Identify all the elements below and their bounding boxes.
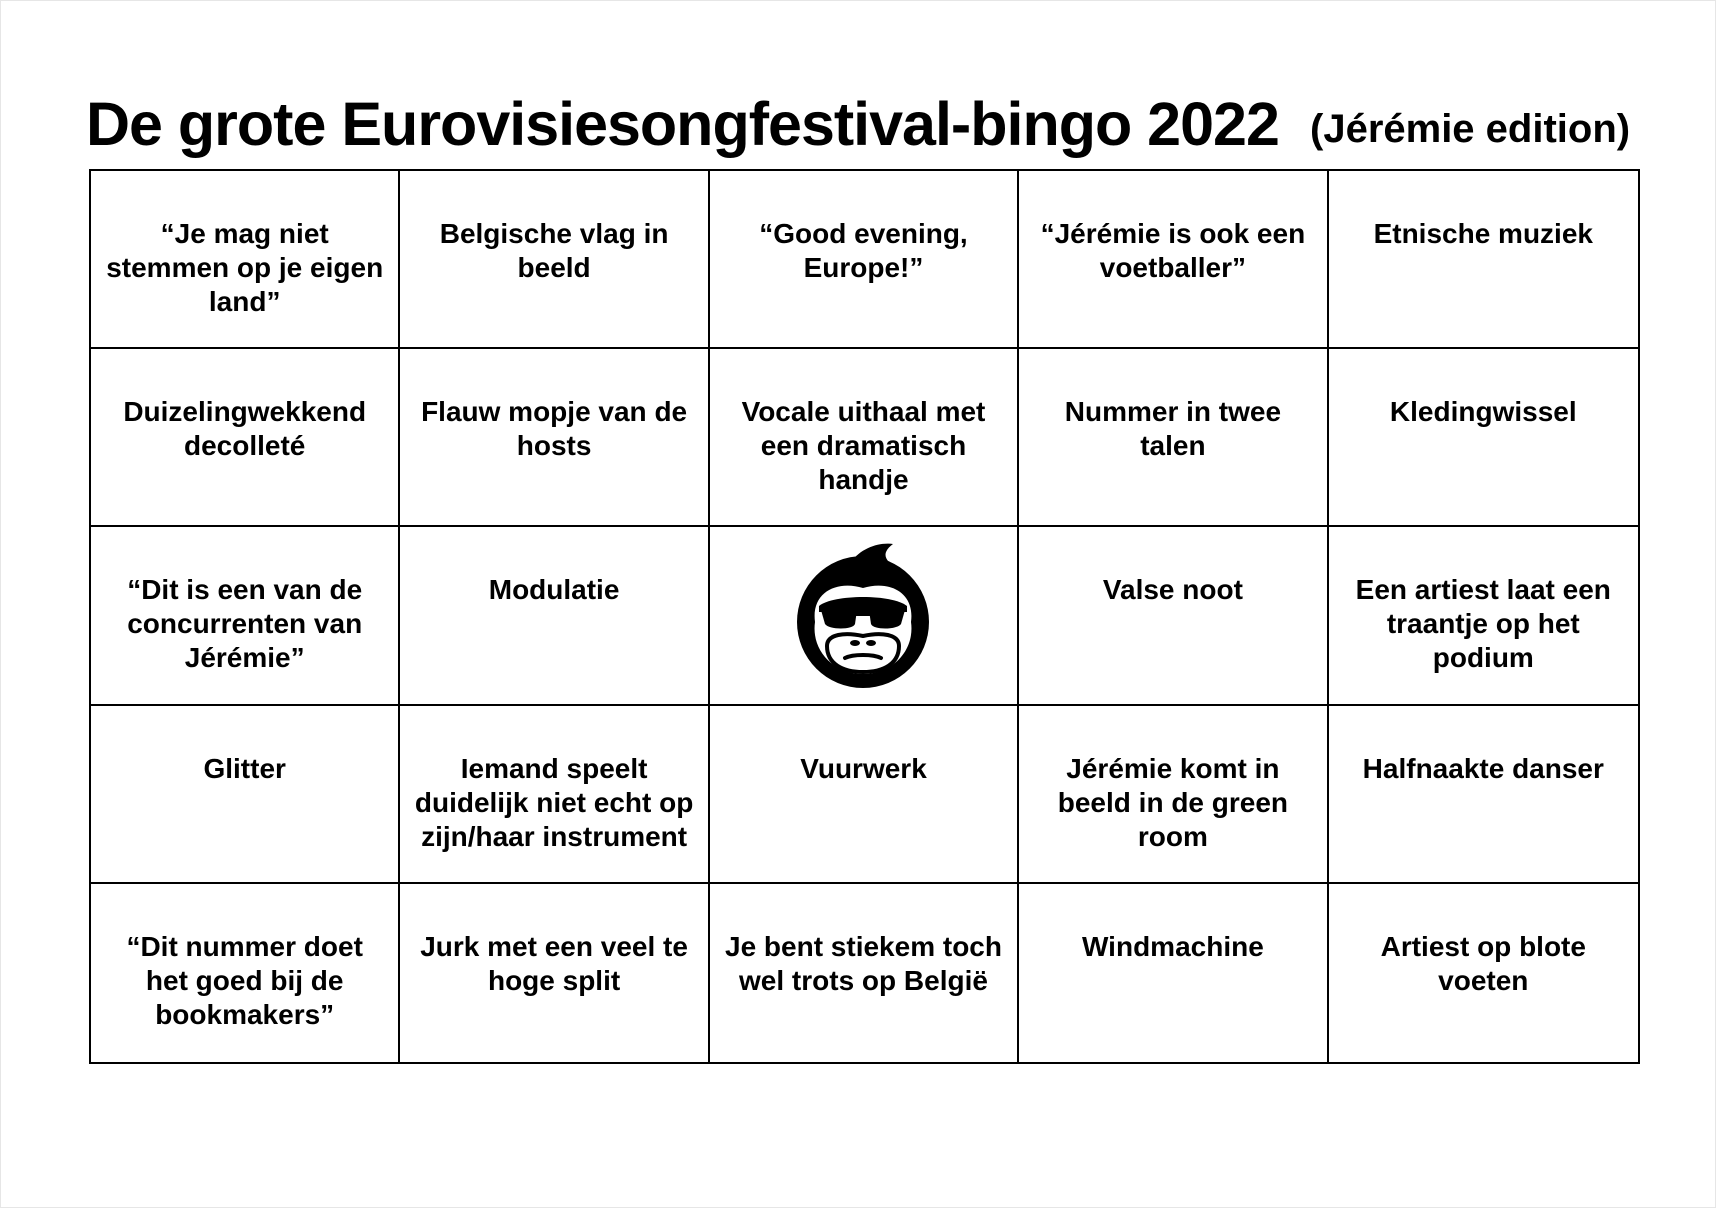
bingo-cell[interactable] [1329, 706, 1638, 884]
bingo-cell[interactable] [400, 171, 709, 349]
bingo-free-cell[interactable] [710, 527, 1019, 705]
bingo-cell[interactable] [1019, 171, 1328, 349]
bingo-cell-label: Kledingwissel [1389, 396, 1577, 428]
bingo-cell[interactable] [91, 171, 400, 349]
bingo-cell-label: Modulatie [488, 574, 620, 606]
bingo-cell-label: “Je mag niet stemmen op je eigen land” [106, 218, 384, 317]
bingo-cell-label: “Jérémie is ook een voetballer” [1040, 218, 1306, 283]
bingo-cell[interactable] [1329, 349, 1638, 527]
bingo-cell[interactable] [400, 349, 709, 527]
bingo-cell-label: Artiest op blote voeten [1380, 930, 1586, 996]
bingo-cell-label: Valse noot [1102, 574, 1243, 606]
bingo-grid [89, 169, 1640, 1064]
bingo-cell[interactable] [1019, 349, 1328, 527]
bingo-cell[interactable] [400, 527, 709, 705]
bingo-cell[interactable] [1019, 527, 1328, 705]
bingo-cell-label: Vuurwerk [800, 752, 927, 784]
bingo-cell[interactable] [710, 349, 1019, 527]
bingo-cell-label: Vocale uithaal met een dramatisch handje [741, 396, 986, 496]
page-title: De grote Eurovisiesongfestival-bingo 2022 [86, 90, 1279, 158]
bingo-cell[interactable] [91, 349, 400, 527]
bingo-cell[interactable] [1329, 884, 1638, 1062]
gorilla-sunglasses-icon [793, 540, 933, 690]
page-subtitle: (Jérémie edition) [1310, 107, 1631, 151]
bingo-cell[interactable] [91, 884, 400, 1062]
bingo-cell[interactable] [710, 884, 1019, 1062]
bingo-cell[interactable] [1329, 527, 1638, 705]
header [86, 84, 1646, 164]
bingo-cell[interactable] [91, 706, 400, 884]
bingo-cell-label: Windmachine [1082, 930, 1264, 962]
bingo-cell-label: Duizelingwekkend decolleté [123, 396, 367, 462]
bingo-cell-label: Iemand speelt duidelijk niet echt op zijn/haar instrument [414, 752, 694, 852]
bingo-cell[interactable] [400, 706, 709, 884]
bingo-cell-label: Glitter [203, 752, 286, 784]
bingo-cell[interactable] [1329, 171, 1638, 349]
bingo-cell-label: “Good evening, Europe!” [759, 218, 968, 283]
bingo-cell-label: Jurk met een veel te hoge split [420, 930, 688, 996]
bingo-cell[interactable] [1019, 706, 1328, 884]
bingo-cell-label: Een artiest laat een traantje op het podium [1355, 574, 1611, 674]
bingo-cell-label: “Dit nummer doet het goed bij de bookmakers” [126, 930, 363, 1030]
bingo-cell[interactable] [400, 884, 709, 1062]
bingo-cell[interactable] [710, 706, 1019, 884]
bingo-cell-label: “Dit is een van de concurrenten van Jérémie” [127, 574, 363, 674]
bingo-cell-label: Belgische vlag in beeld [439, 218, 669, 283]
bingo-cell[interactable] [91, 527, 400, 705]
bingo-cell-label: Jérémie komt in beeld in de green room [1057, 752, 1289, 852]
bingo-cell-label: Flauw mopje van de hosts [421, 396, 688, 462]
bingo-cell-label: Etnische muziek [1373, 218, 1593, 249]
bingo-cell-label: Je bent stiekem toch wel trots op België [725, 930, 1002, 996]
bingo-cell-label: Halfnaakte danser [1362, 752, 1604, 784]
bingo-cell[interactable] [1019, 884, 1328, 1062]
bingo-cell[interactable] [710, 171, 1019, 349]
bingo-cell-label: Nummer in twee talen [1064, 396, 1282, 462]
